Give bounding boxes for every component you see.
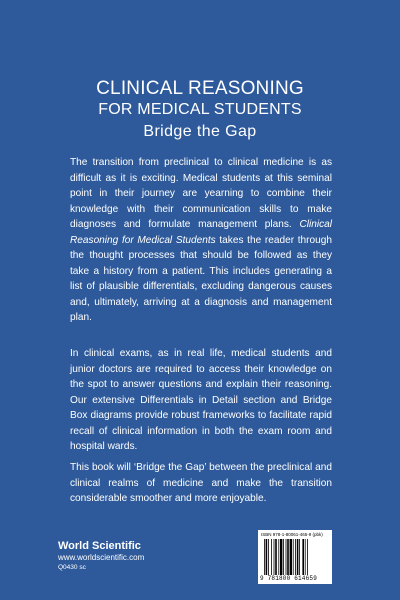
blurb-p1-part-a: The transition from preclinical to clinical medicine is as difficult as it is exciting. Medical students at this seminal point in their journey are yearning to combine their knowledge with their communication skills to make diagnoses and formulate management plans. [70,157,332,230]
barcode-bars-icon [264,539,326,575]
book-subtitle: Bridge the Gap [143,123,257,140]
product-code: Q0430 sc [58,564,86,571]
barcode-digits: 9 781800 614659 [260,575,318,582]
isbn-label: ISBN 978-1-80061-465-9 (pbk) [261,532,323,537]
title-block [0,78,400,141]
blurb-paragraph-1 [70,155,332,326]
publisher-url: www.worldscientific.com [58,553,145,562]
publisher-name: World Scientific [58,540,141,552]
book-title-line2: FOR MEDICAL STUDENTS [98,101,302,118]
blurb-paragraph-2: In clinical exams, as in real life, medical students and junior doctors are required to access their knowledge on the spot to answer questions and explain their reasoning. Our extensive Differentials in Detail section and Bridge Box diagrams provide robust frameworks to facilitate rapid recall of clinical information in both the exam room and hospital wards. [70,348,332,452]
blurb-paragraph-3: This book will ‘Bridge the Gap’ between the preclinical and clinical realms of medicine and make the transition considerable smoother and more enjoyable. [70,462,332,504]
blurb-p1-part-b: takes the reader through the thought processes that should be followed as they take a history from a patient. This includes generating a list of plausible differentials, excluding dangerous causes and, ultimately, arriving at a diagnosis and management plan. [70,234,332,323]
publisher-block [58,540,144,573]
book-title-line1: CLINICAL REASONING [96,78,304,99]
blurb-p1-book-title: Clinical Reasoning for Medical Students [70,219,332,246]
barcode [258,530,332,584]
